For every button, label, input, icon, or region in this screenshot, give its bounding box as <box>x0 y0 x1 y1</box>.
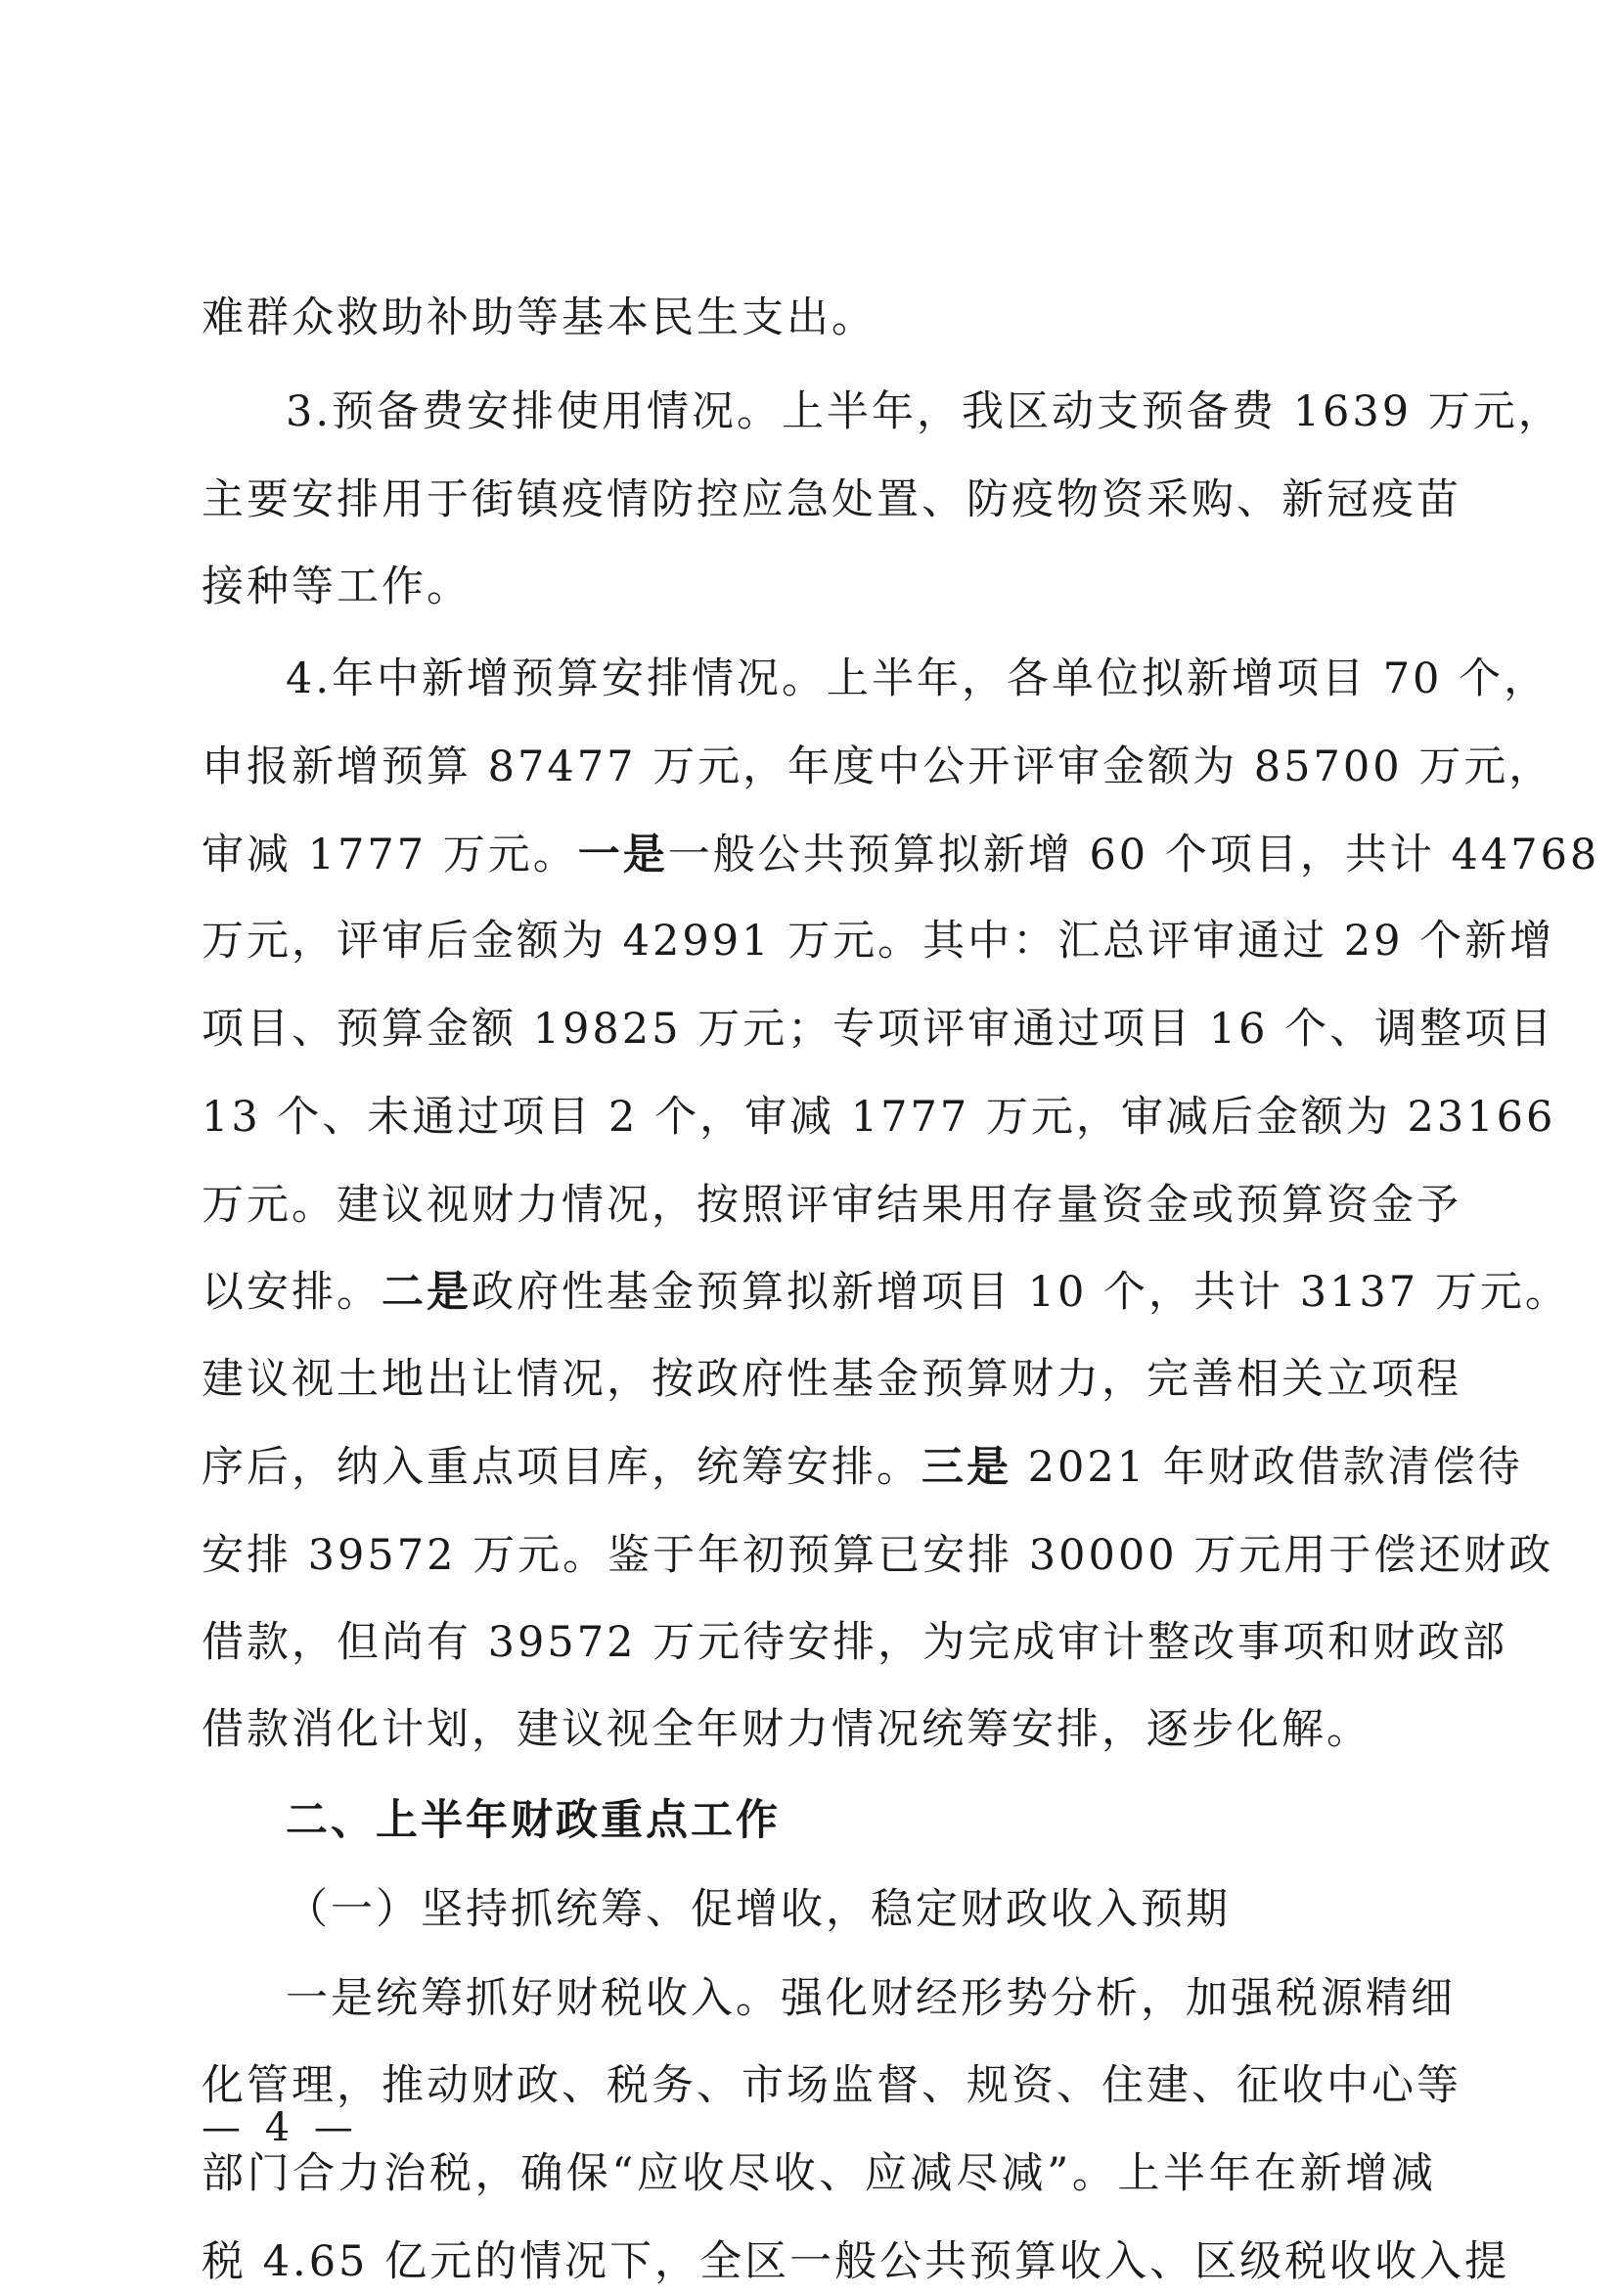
paragraph-line: 安排 39572 万元。鉴于年初预算已安排 30000 万元用于偿还财政 <box>202 1531 1554 1580</box>
subsection-heading: （一）坚持抓统筹、促增收，稳定财政收入预期 <box>286 1885 1231 1934</box>
section-heading: 二、上半年财政重点工作 <box>286 1796 781 1845</box>
paragraph-line: 化管理，推动财政、税务、市场监督、规资、住建、征收中心等 <box>202 2061 1461 2110</box>
paragraph-line: 部门合力治税，确保“应收尽收、应减尽减”。上半年在新增减 <box>202 2149 1436 2198</box>
paragraph-line <box>202 821 1600 889</box>
text-run: 审减 1777 万元。 <box>202 831 578 879</box>
text-run: 一般公共预算拟新增 60 个项目，共计 44768 <box>667 831 1600 879</box>
paragraph-line: 万元，评审后金额为 42991 万元。其中：汇总评审通过 29 个新增 <box>202 917 1555 966</box>
paragraph-line: 借款消化计划，建议视全年财力情况统筹安排，逐步化解。 <box>202 1705 1371 1754</box>
text-run: 序后，纳入重点项目库，统筹安排。 <box>202 1443 921 1492</box>
paragraph-line: 申报新增预算 87477 万元，年度中公开评审金额为 85700 万元， <box>202 743 1554 791</box>
paragraph-line: 万元。建议视财力情况，按照评审结果用存量资金或预算资金予 <box>202 1181 1461 1230</box>
paragraph-line: 3.预备费安排使用情况。上半年，我区动支预备费 1639 万元， <box>286 387 1563 436</box>
paragraph-line: 主要安排用于街镇疫情防控应急处置、防疫物资采购、新冠疫苗 <box>202 475 1461 524</box>
emphasis-text: 二是 <box>382 1268 472 1317</box>
page-number: — 4 — <box>202 2105 359 2150</box>
text-run: 以安排。 <box>202 1268 382 1317</box>
paragraph-line <box>202 1433 1523 1502</box>
paragraph-line: 难群众救助补助等基本民生支出。 <box>202 293 876 342</box>
paragraph-line: 一是统筹抓好财税收入。强化财经形势分析，加强税源精细 <box>286 1974 1456 2023</box>
paragraph-line: 建议视土地出让情况，按政府性基金预算财力，完善相关立项程 <box>202 1355 1461 1404</box>
paragraph-line: 4.年中新增预算安排情况。上半年，各单位拟新增项目 70 个， <box>286 654 1550 703</box>
text-run: 政府性基金预算拟新增项目 10 个，共计 3137 万元。 <box>472 1268 1570 1317</box>
paragraph-line: 接种等工作。 <box>202 563 472 611</box>
paragraph-line: 借款，但尚有 39572 万元待安排，为完成审计整改事项和财政部 <box>202 1618 1508 1667</box>
paragraph-line: 13 个、未通过项目 2 个，审减 1777 万元，审减后金额为 23166 <box>202 1093 1556 1142</box>
emphasis-text: 一是 <box>577 831 668 879</box>
emphasis-text: 三是 <box>921 1443 1011 1492</box>
text-run: 2021 年财政借款清偿待 <box>1011 1443 1523 1492</box>
paragraph-line: 项目、预算金额 19825 万元；专项评审通过项目 16 个、调整项目 <box>202 1005 1555 1054</box>
paragraph-line <box>202 1258 1570 1327</box>
paragraph-line: 税 4.65 亿元的情况下，全区一般公共预算收入、区级税收收入提 <box>202 2237 1510 2286</box>
